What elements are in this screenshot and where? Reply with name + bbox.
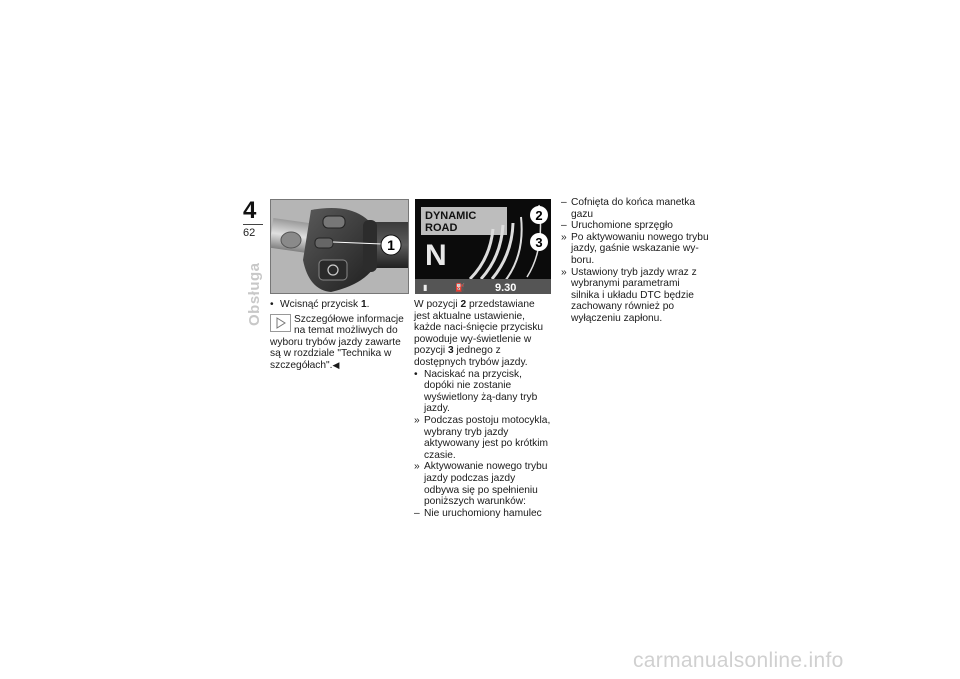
- intro-b: przedstawiane jest aktualne ustawienie, każde naci-śnięcie przycisku powoduje wy-świetlenie w pozycji: [414, 299, 544, 357]
- text-column-2: [414, 299, 552, 519]
- end-of-section-icon: ◀: [332, 359, 340, 370]
- condition-text: Cofnięta do końca manetka gazu: [571, 197, 696, 220]
- note-text: [270, 337, 412, 372]
- note-line-1: Szczegółowe informacje: [294, 313, 404, 325]
- watermark: carmanualsonline.info: [633, 649, 844, 672]
- callout-1-label: 1: [387, 237, 395, 253]
- intro-a: W pozycji: [414, 299, 458, 310]
- list-item: [561, 267, 709, 325]
- callout-3-label: 3: [535, 235, 543, 250]
- dashboard-display-illustration: [415, 199, 551, 294]
- list-item: [270, 299, 412, 311]
- result-text: Aktywowanie nowego trybu jazdy podczas jazdy odbywa się po spełnieniu poniższych warunków:: [424, 461, 548, 508]
- bullet-period: .: [366, 299, 370, 310]
- bullet-text: Naciskać na przycisk, dopóki nie zostanie wyświetlony żą-dany tryb jazdy.: [424, 368, 538, 415]
- dash-mark: –: [561, 220, 567, 232]
- dash-mark: –: [414, 507, 420, 519]
- bullet-mark: •: [270, 299, 274, 310]
- dash-mark: –: [561, 197, 567, 208]
- intro-c: jednego z dostępnych trybów jazdy.: [414, 345, 528, 368]
- condition-text: Uruchomione sprzęgło: [571, 220, 673, 232]
- list-item: [561, 197, 709, 220]
- note-icon: [270, 314, 291, 332]
- page-number: 62: [243, 227, 256, 239]
- result-text: Po aktywowaniu nowego trybu jazdy, gaśnie wskazanie wy-boru.: [571, 231, 709, 266]
- list-item: [414, 415, 552, 461]
- list-item: [414, 461, 552, 507]
- position-2-reference: 2: [460, 299, 467, 310]
- button-reference: 1: [360, 299, 367, 310]
- text-column-3: [561, 197, 709, 325]
- dashboard-display-photo: [415, 199, 551, 294]
- position-3-reference: 3: [447, 345, 454, 357]
- fuel-icon: ⛽: [455, 283, 465, 292]
- handlebar-switch-illustration: [271, 200, 409, 294]
- list-item: [561, 220, 709, 232]
- result-arrow-mark: »: [561, 231, 567, 243]
- result-arrow-mark: »: [414, 414, 420, 426]
- callout-2-label: 2: [535, 208, 543, 223]
- note-block: [270, 314, 412, 372]
- note-rest: wyboru trybów jazdy zawarte są w rozdziale "Technika w szczegółach".: [270, 336, 401, 371]
- list-item: [561, 232, 709, 267]
- result-text: Podczas postoju motocykla, wybrany tryb jazdy aktywowany jest po krótkim czasie.: [424, 414, 551, 461]
- temperature-icon: ▮: [423, 283, 428, 292]
- section-title: Obsługa: [246, 262, 263, 326]
- text-column-1: [270, 299, 412, 372]
- mode-line1: DYNAMIC: [425, 210, 477, 222]
- gear-indicator: N: [425, 239, 447, 272]
- condition-text: Nie uruchomiony hamulec: [424, 507, 542, 519]
- list-item: [414, 369, 552, 415]
- bullet-text: Wcisnąć przycisk: [280, 299, 359, 310]
- chapter-divider: [243, 224, 263, 225]
- result-arrow-mark: »: [414, 461, 420, 473]
- bullet-mark: •: [414, 368, 418, 380]
- list-item: [414, 508, 552, 520]
- chapter-tab: [243, 199, 265, 239]
- handlebar-switch-photo: [270, 199, 409, 294]
- triangle-arrow-icon: [271, 315, 290, 331]
- mode-line2: ROAD: [425, 222, 458, 234]
- odometer-value: 9.30: [495, 282, 517, 294]
- result-text: Ustawiony tryb jazdy wraz z wybranymi parametrami silnika i układu DTC będzie zachowany również po wyłączeniu zapłonu.: [571, 266, 697, 324]
- note-line-2: na temat możliwych do: [294, 325, 398, 337]
- chapter-number: 4: [243, 197, 257, 224]
- intro-paragraph: [414, 299, 552, 369]
- result-arrow-mark: »: [561, 266, 567, 278]
